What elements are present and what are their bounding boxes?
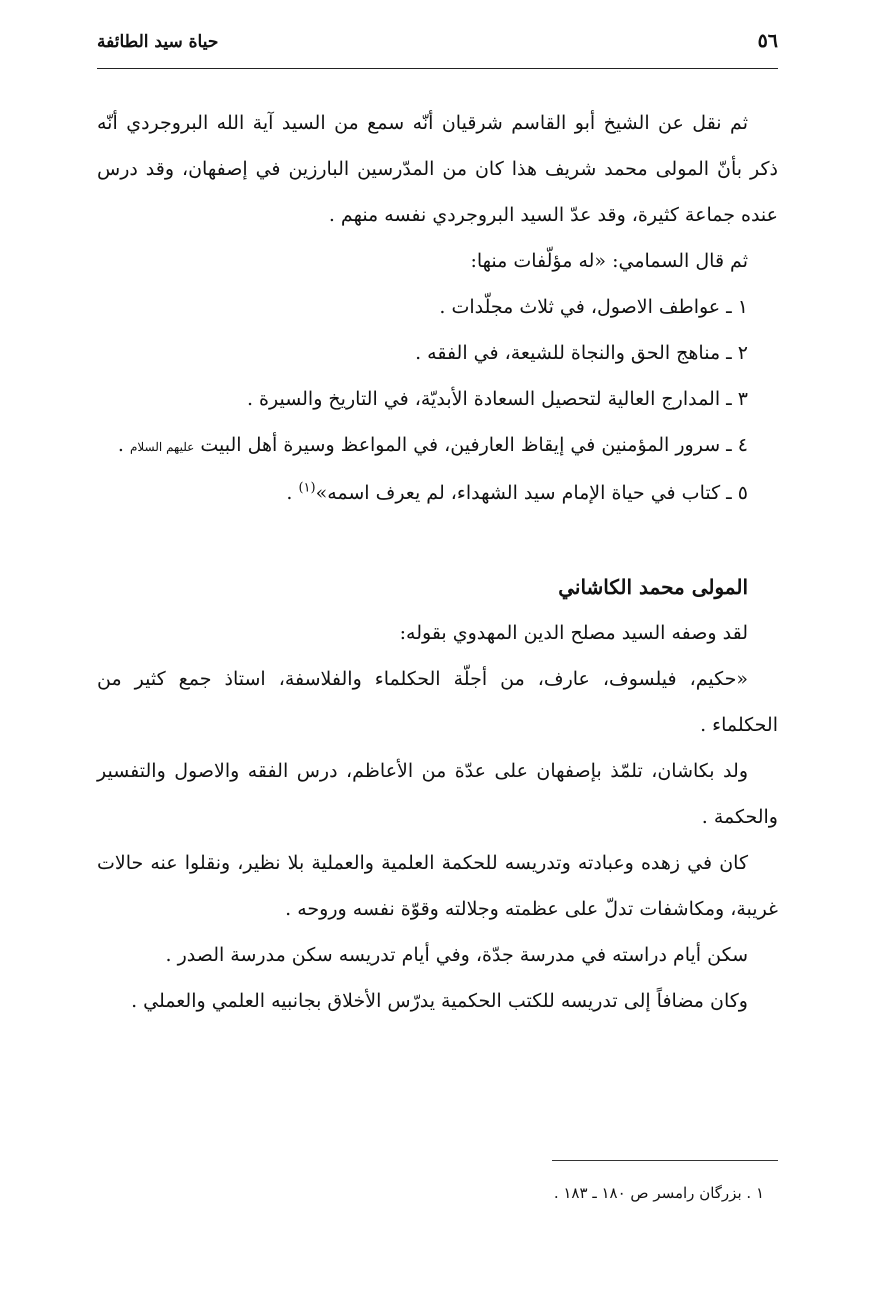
footnote-marker[interactable]: (١) — [298, 480, 316, 496]
paragraph-5: كان في زهده وعبادته وتدريسه للحكمة العلمية والعملية بلا نظير، ونقلوا عنه حالات غريبة، ومكاشفات تدلّ على عظمته وجلالته وقوّة نفسه وروحه . — [97, 852, 778, 920]
work-item-1: ١ ـ عواطف الاصول، في ثلاث مجلّدات . — [439, 296, 748, 318]
honorific-symbol: عليهم السلام — [129, 440, 195, 454]
work-item-2: ٢ ـ مناهج الحق والنجاة للشيعة، في الفقه . — [415, 342, 748, 364]
work-item-4-text: ٤ ـ سرور المؤمنين في إيقاظ العارفين، في المواعظ وسيرة أهل البيت — [200, 434, 748, 456]
book-title: حياة سيد الطائفة — [97, 32, 219, 52]
work-item-5 — [97, 470, 778, 516]
paragraph-4: ولد بكاشان، تلمّذ بإصفهان على عدّة من الأعاظم، درس الفقه والاصول والتفسير والحكمة . — [97, 760, 778, 828]
paragraph-2: لقد وصفه السيد مصلح الدين المهدوي بقوله: — [399, 622, 748, 644]
works-intro: ثم قال السمامي: «له مؤلّفات منها: — [470, 250, 748, 272]
paragraph-3: «حكيم، فيلسوف، عارف، من أجلّة الحكلماء والفلاسفة، استاذ جمع كثير من الحكلماء . — [97, 668, 778, 736]
header-divider — [97, 68, 778, 69]
body-text — [97, 100, 778, 1024]
paragraph-7: وكان مضافاً إلى تدريسه للكتب الحكمية يدرّس الأخلاق بجانبيه العلمي والعملي . — [131, 990, 748, 1012]
paragraph-1: ثم نقل عن الشيخ أبو القاسم شرقيان أنّه سمع من السيد آية الله البروجردي أنّه ذكر بأنّ المولى محمد شريف هذا كان من المدّرسين البارزين في إصفهان، وقد درس عنده جماعة كثيرة، وقد عدّ السيد البروجردي نفسه منهم . — [97, 112, 778, 226]
section-gap — [97, 516, 778, 564]
page-number: ٥٦ — [757, 30, 778, 52]
section-heading: المولى محمد الكاشاني — [558, 575, 748, 599]
footnote-divider — [552, 1160, 778, 1161]
paragraph-6: سكن أيام دراسته في مدرسة جدّة، وفي أيام تدريسه سكن مدرسة الصدر . — [165, 944, 748, 966]
work-item-5-text: ٥ ـ كتاب في حياة الإمام سيد الشهداء، لم يعرف اسمه» — [315, 482, 748, 504]
work-item-3: ٣ ـ المدارج العالية لتحصيل السعادة الأبديّة، في التاريخ والسيرة . — [246, 388, 748, 410]
work-item-5-end: . — [286, 482, 299, 504]
work-item-4-end: . — [117, 434, 130, 456]
running-header — [97, 30, 778, 52]
footnote: ١ . بزرگان رامسر ص ١٨٠ ـ ١٨٣ . — [553, 1184, 764, 1202]
work-item-4 — [97, 422, 778, 470]
